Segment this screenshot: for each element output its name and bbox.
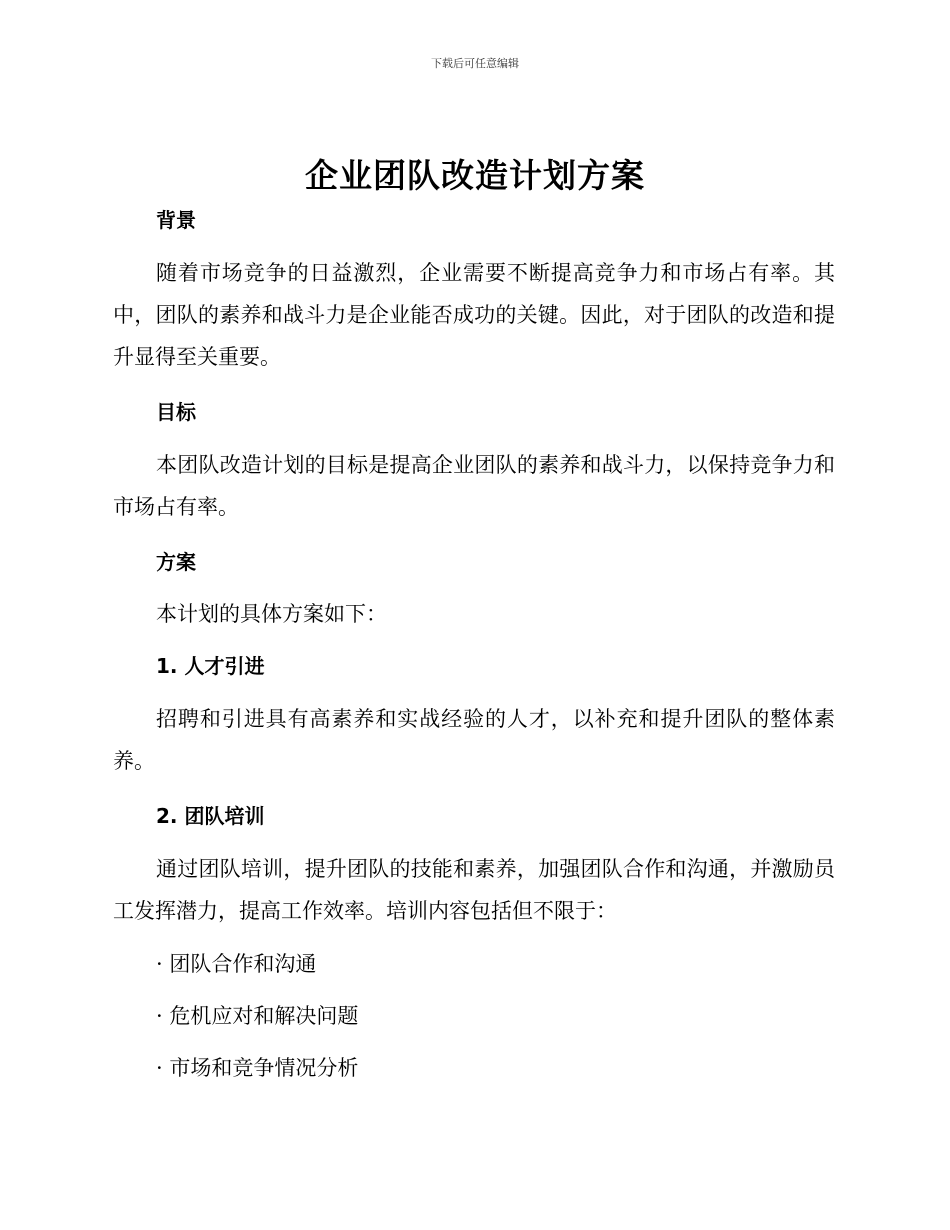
- plan-item-1-paragraph: 招聘和引进具有高素养和实战经验的人才，以补充和提升团队的整体素养。: [113, 707, 835, 773]
- section-heading-goal: 目标: [156, 400, 196, 424]
- list-item: · 危机应对和解决问题: [156, 1004, 359, 1028]
- plan-item-2-paragraph: 通过团队培训，提升团队的技能和素养，加强团队合作和沟通，并激励员工发挥潜力，提高工作效率。培训内容包括但不限于：: [113, 857, 835, 923]
- list-item: · 团队合作和沟通: [156, 952, 317, 976]
- header-note: 下载后可任意编辑: [431, 57, 519, 70]
- section-heading-plan: 方案: [156, 550, 196, 574]
- plan-item-2-heading: 2. 团队培训: [156, 804, 265, 828]
- section-heading-background: 背景: [156, 208, 196, 232]
- document-title: 企业团队改造计划方案: [305, 156, 645, 195]
- background-paragraph: 随着市场竞争的日益激烈，企业需要不断提高竞争力和市场占有率。其中，团队的素养和战斗力是企业能否成功的关键。因此，对于团队的改造和提升显得至关重要。: [113, 261, 835, 369]
- plan-item-1-heading: 1. 人才引进: [156, 654, 265, 678]
- list-item: · 市场和竞争情况分析: [156, 1056, 359, 1080]
- document-body: [113, 200, 835, 1088]
- plan-intro: 本计划的具体方案如下：: [156, 602, 387, 626]
- goal-paragraph: 本团队改造计划的目标是提高企业团队的素养和战斗力，以保持竞争力和市场占有率。: [113, 453, 835, 519]
